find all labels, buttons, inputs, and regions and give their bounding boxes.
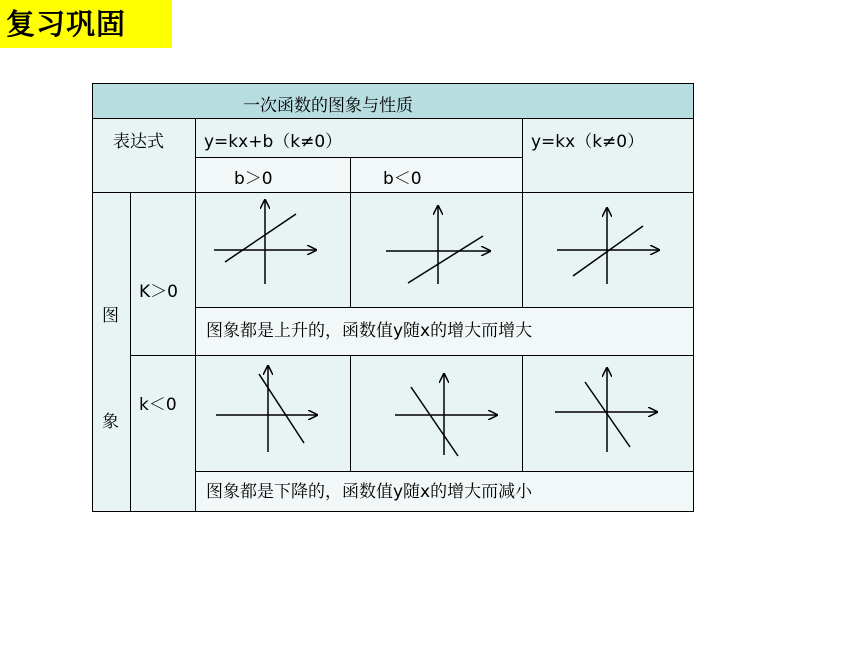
- b-negative-label: b＜0: [383, 169, 422, 189]
- axes-kpos-bneg: [386, 206, 490, 284]
- expression-label: 表达式: [113, 132, 164, 152]
- k-negative-label: k＜0: [139, 395, 177, 415]
- graph-label-2: 象: [102, 412, 119, 432]
- table-caption: 一次函数的图象与性质: [243, 96, 413, 116]
- line-kpos-bpos: [225, 214, 296, 262]
- slide-title: 复习巩固: [6, 7, 127, 41]
- expr-general: y=kx+b（k≠0）: [204, 132, 343, 152]
- b-positive-label: b＞0: [234, 169, 273, 189]
- axes-kneg-bneg: [395, 374, 497, 456]
- axes-kpos-zero: [557, 208, 659, 284]
- axes-kneg-bpos: [216, 366, 317, 452]
- line-kpos-zero: [573, 226, 643, 276]
- line-kneg-bneg: [411, 387, 458, 456]
- k-positive-label: K＞0: [139, 282, 178, 302]
- graph-label-1: 图: [102, 306, 119, 326]
- axes-kpos-bpos: [214, 200, 316, 284]
- line-kneg-bpos: [259, 374, 304, 443]
- line-kpos-bneg: [408, 236, 483, 283]
- desc-increasing: 图象都是上升的，函数值y随x的增大而增大: [206, 321, 533, 341]
- desc-decreasing: 图象都是下降的，函数值y随x的增大而减小: [206, 482, 533, 502]
- expr-proportional: y=kx（k≠0）: [531, 132, 645, 152]
- axes-kneg-zero: [555, 368, 657, 452]
